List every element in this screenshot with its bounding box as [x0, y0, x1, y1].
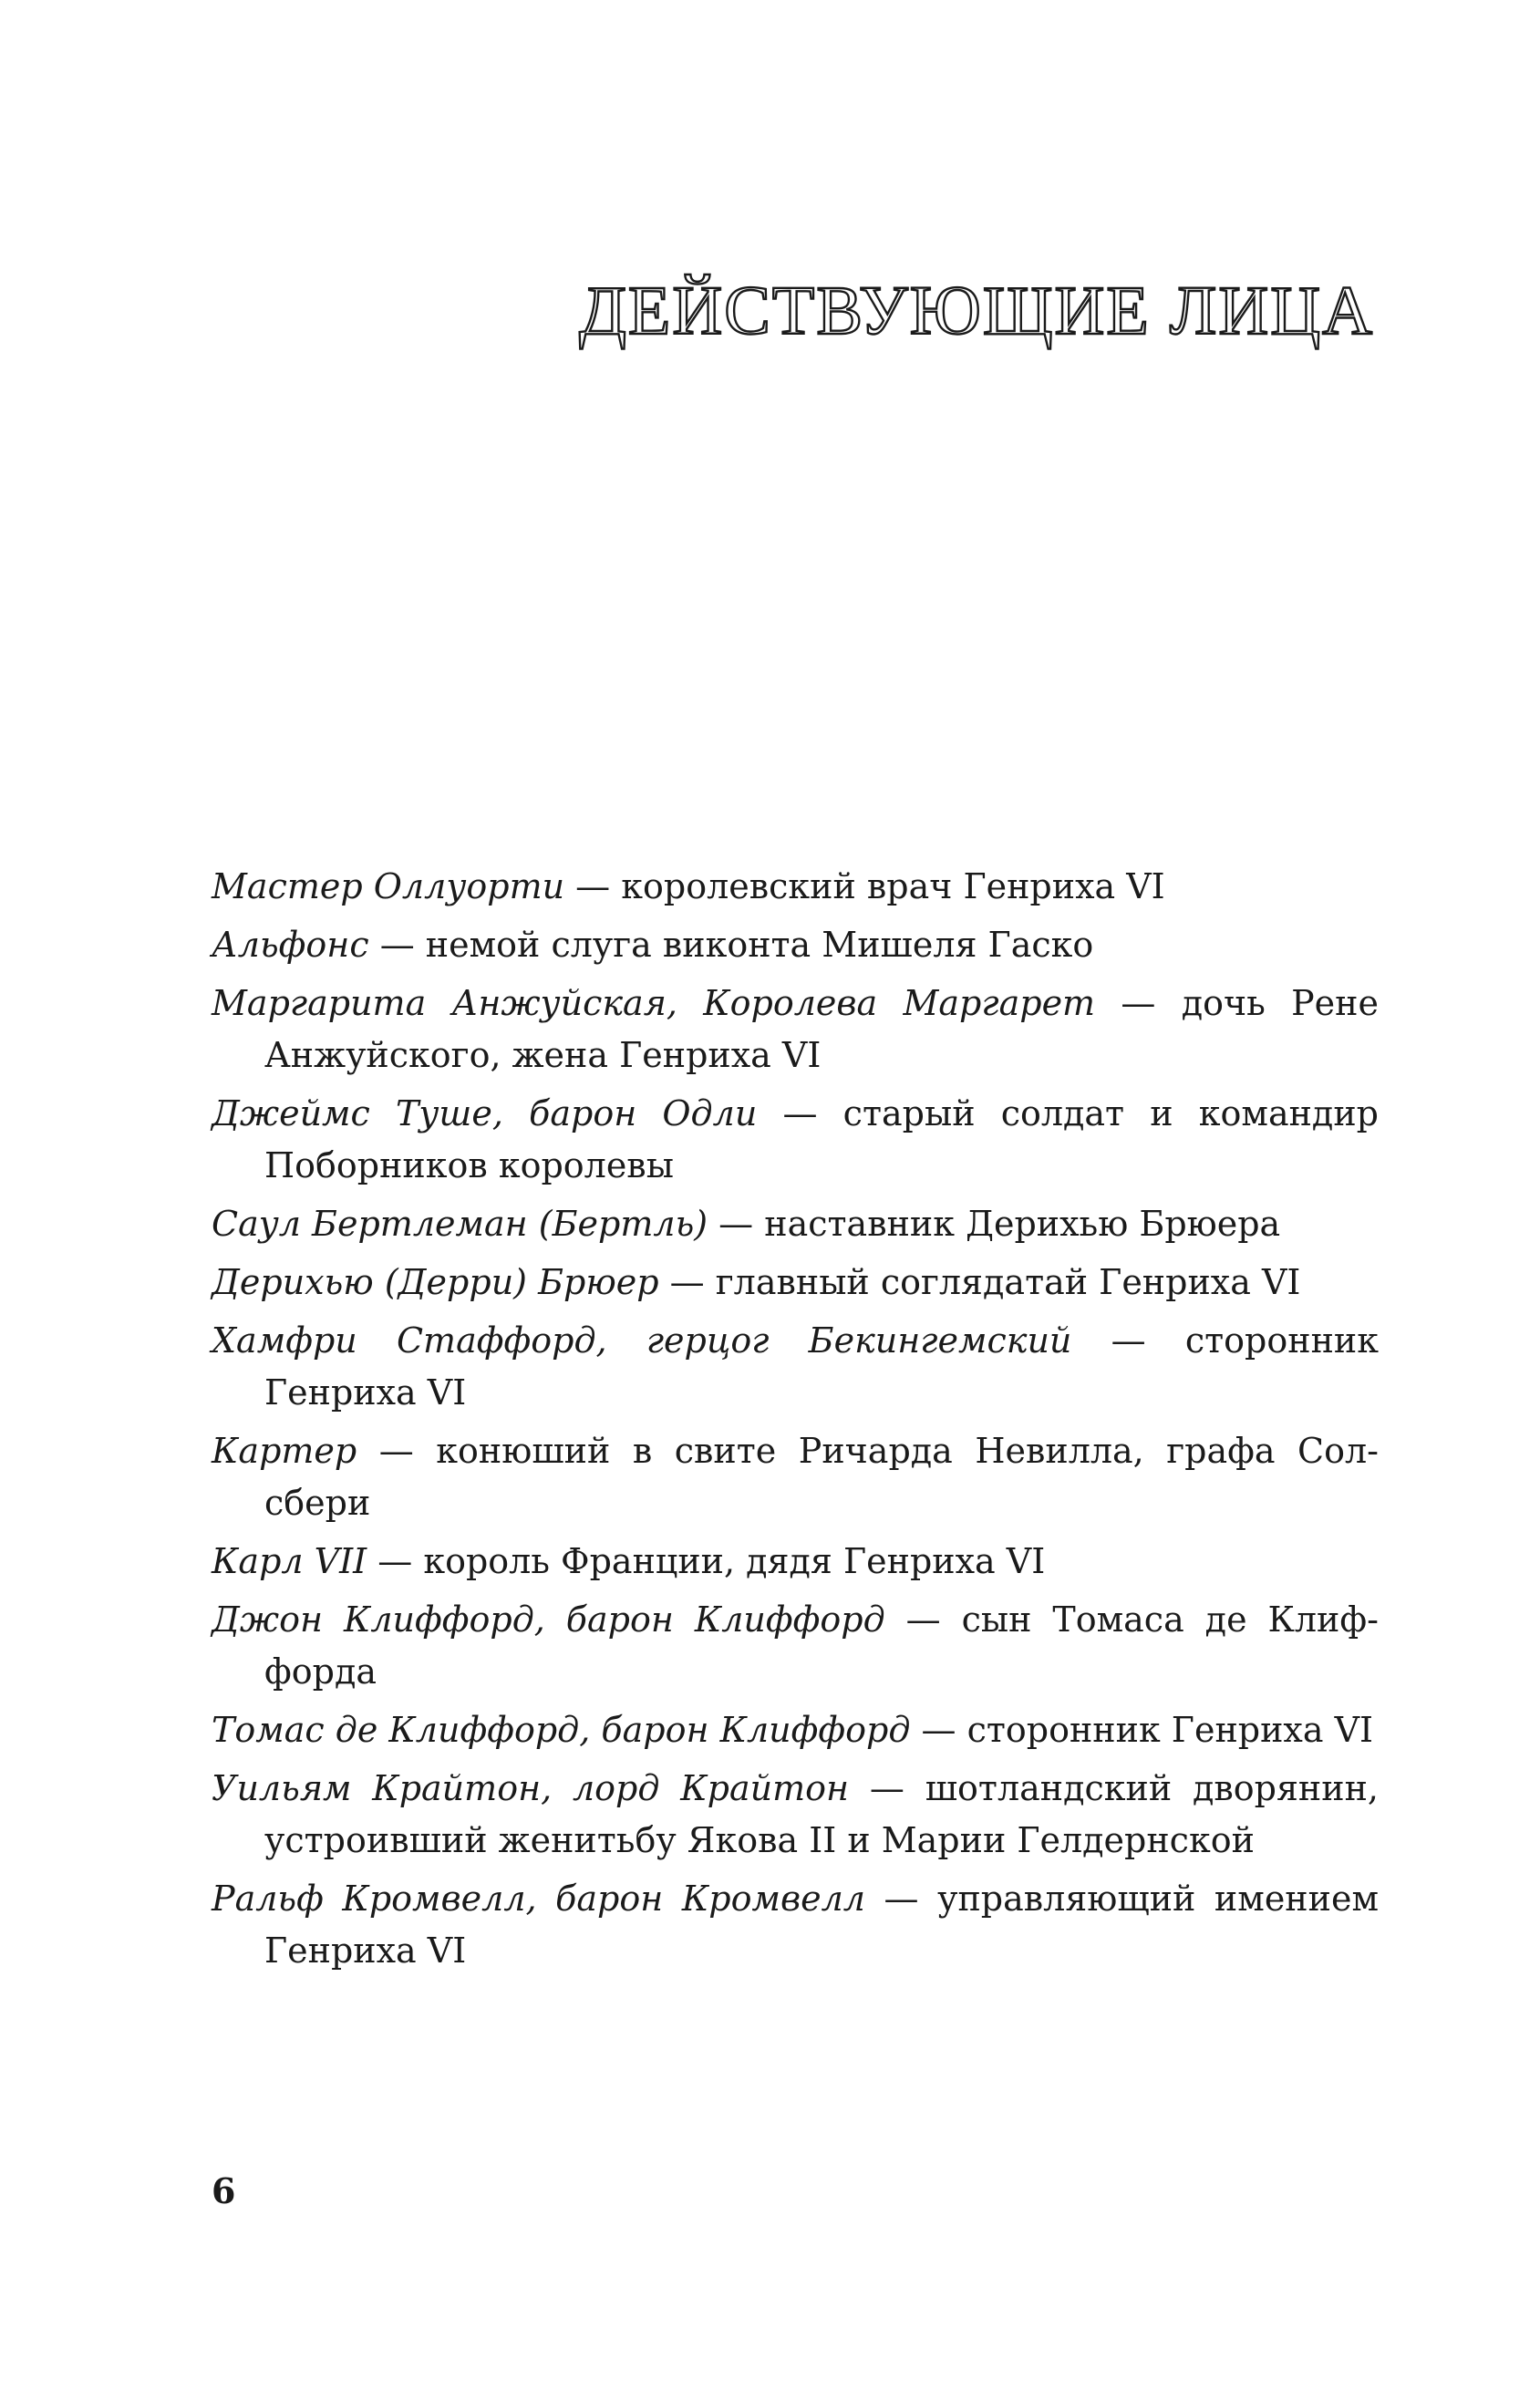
character-description: сторонник Генриха VI	[264, 1320, 1379, 1413]
character-name: Маргарита Анжуйская, Королева Маргарет	[212, 983, 1096, 1023]
cast-entry	[212, 1315, 1379, 1419]
character-description: шотландский дворянин, устроивший женитьбу Якова II и Марии Гелдернской	[264, 1768, 1379, 1860]
separator: —	[884, 1599, 962, 1640]
cast-entry	[212, 1873, 1379, 1977]
separator: —	[1071, 1320, 1185, 1361]
character-name: Альфонс	[212, 925, 369, 965]
character-description: король Франции, дядя Генриха VI	[423, 1541, 1046, 1581]
cast-entry	[212, 1257, 1379, 1309]
character-name: Дерихью (Дерри) Брюер	[212, 1262, 659, 1302]
character-description: сын Томаса де Клиффорда	[264, 1599, 1379, 1692]
separator: —	[1095, 983, 1182, 1023]
character-name: Картер	[212, 1431, 357, 1471]
character-name: Саул Бертлеман (Бертль)	[212, 1204, 708, 1244]
separator: —	[658, 1262, 716, 1302]
separator: —	[864, 1879, 938, 1919]
character-description: управляющий имением Генриха VI	[264, 1879, 1380, 1971]
cast-entry	[212, 919, 1379, 971]
page-number: 6	[212, 2170, 236, 2211]
separator: —	[564, 866, 622, 906]
character-name: Уильям Крайтон, лорд Крайтон	[212, 1768, 850, 1808]
separator: —	[757, 1093, 843, 1133]
character-description: конюший в свите Ричарда Невилла, графа Солсбери	[264, 1431, 1379, 1523]
character-name: Хамфри Стаффорд, герцог Бекингемский	[212, 1320, 1072, 1361]
character-name: Мастер Оллуорти	[212, 866, 565, 906]
cast-entry	[212, 1425, 1379, 1529]
cast-entry	[212, 1763, 1379, 1867]
separator: —	[367, 1541, 424, 1581]
separator: —	[368, 925, 426, 965]
cast-entry	[212, 861, 1379, 913]
character-name: Карл VII	[212, 1541, 367, 1581]
page-title: ДЕЙСТВУЮЩИЕ ЛИЦА	[579, 273, 1374, 349]
cast-entry	[212, 1088, 1379, 1192]
cast-entry	[212, 1704, 1379, 1756]
cast-entry	[212, 1536, 1379, 1588]
character-name: Джон Клиффорд, барон Клиффорд	[212, 1599, 885, 1640]
character-description: немой слуга виконта Мишеля Гаско	[425, 925, 1094, 965]
character-description: сторонник Генриха VI	[966, 1710, 1374, 1750]
cast-entry	[212, 1198, 1379, 1250]
cast-list	[212, 861, 1379, 1983]
character-description: дочь Рене Анжуйского, жена Генриха VI	[264, 983, 1379, 1075]
character-description: главный соглядатай Генриха VI	[715, 1262, 1301, 1302]
separator: —	[849, 1768, 925, 1808]
character-description: старый солдат и командир Поборников королевы	[264, 1093, 1379, 1185]
character-description: королевский врач Генриха VI	[621, 866, 1165, 906]
character-description: наставник Дерихью Брюера	[764, 1204, 1281, 1244]
cast-entry	[212, 978, 1379, 1082]
character-name: Томас де Клиффорд, барон Клиффорд	[212, 1710, 911, 1750]
cast-entry	[212, 1594, 1379, 1698]
separator: —	[910, 1710, 967, 1750]
character-name: Джеймс Туше, барон Одли	[212, 1093, 758, 1133]
separator: —	[357, 1431, 437, 1471]
character-name: Ральф Кромвелл, барон Кромвелл	[212, 1879, 865, 1919]
separator: —	[708, 1204, 765, 1244]
